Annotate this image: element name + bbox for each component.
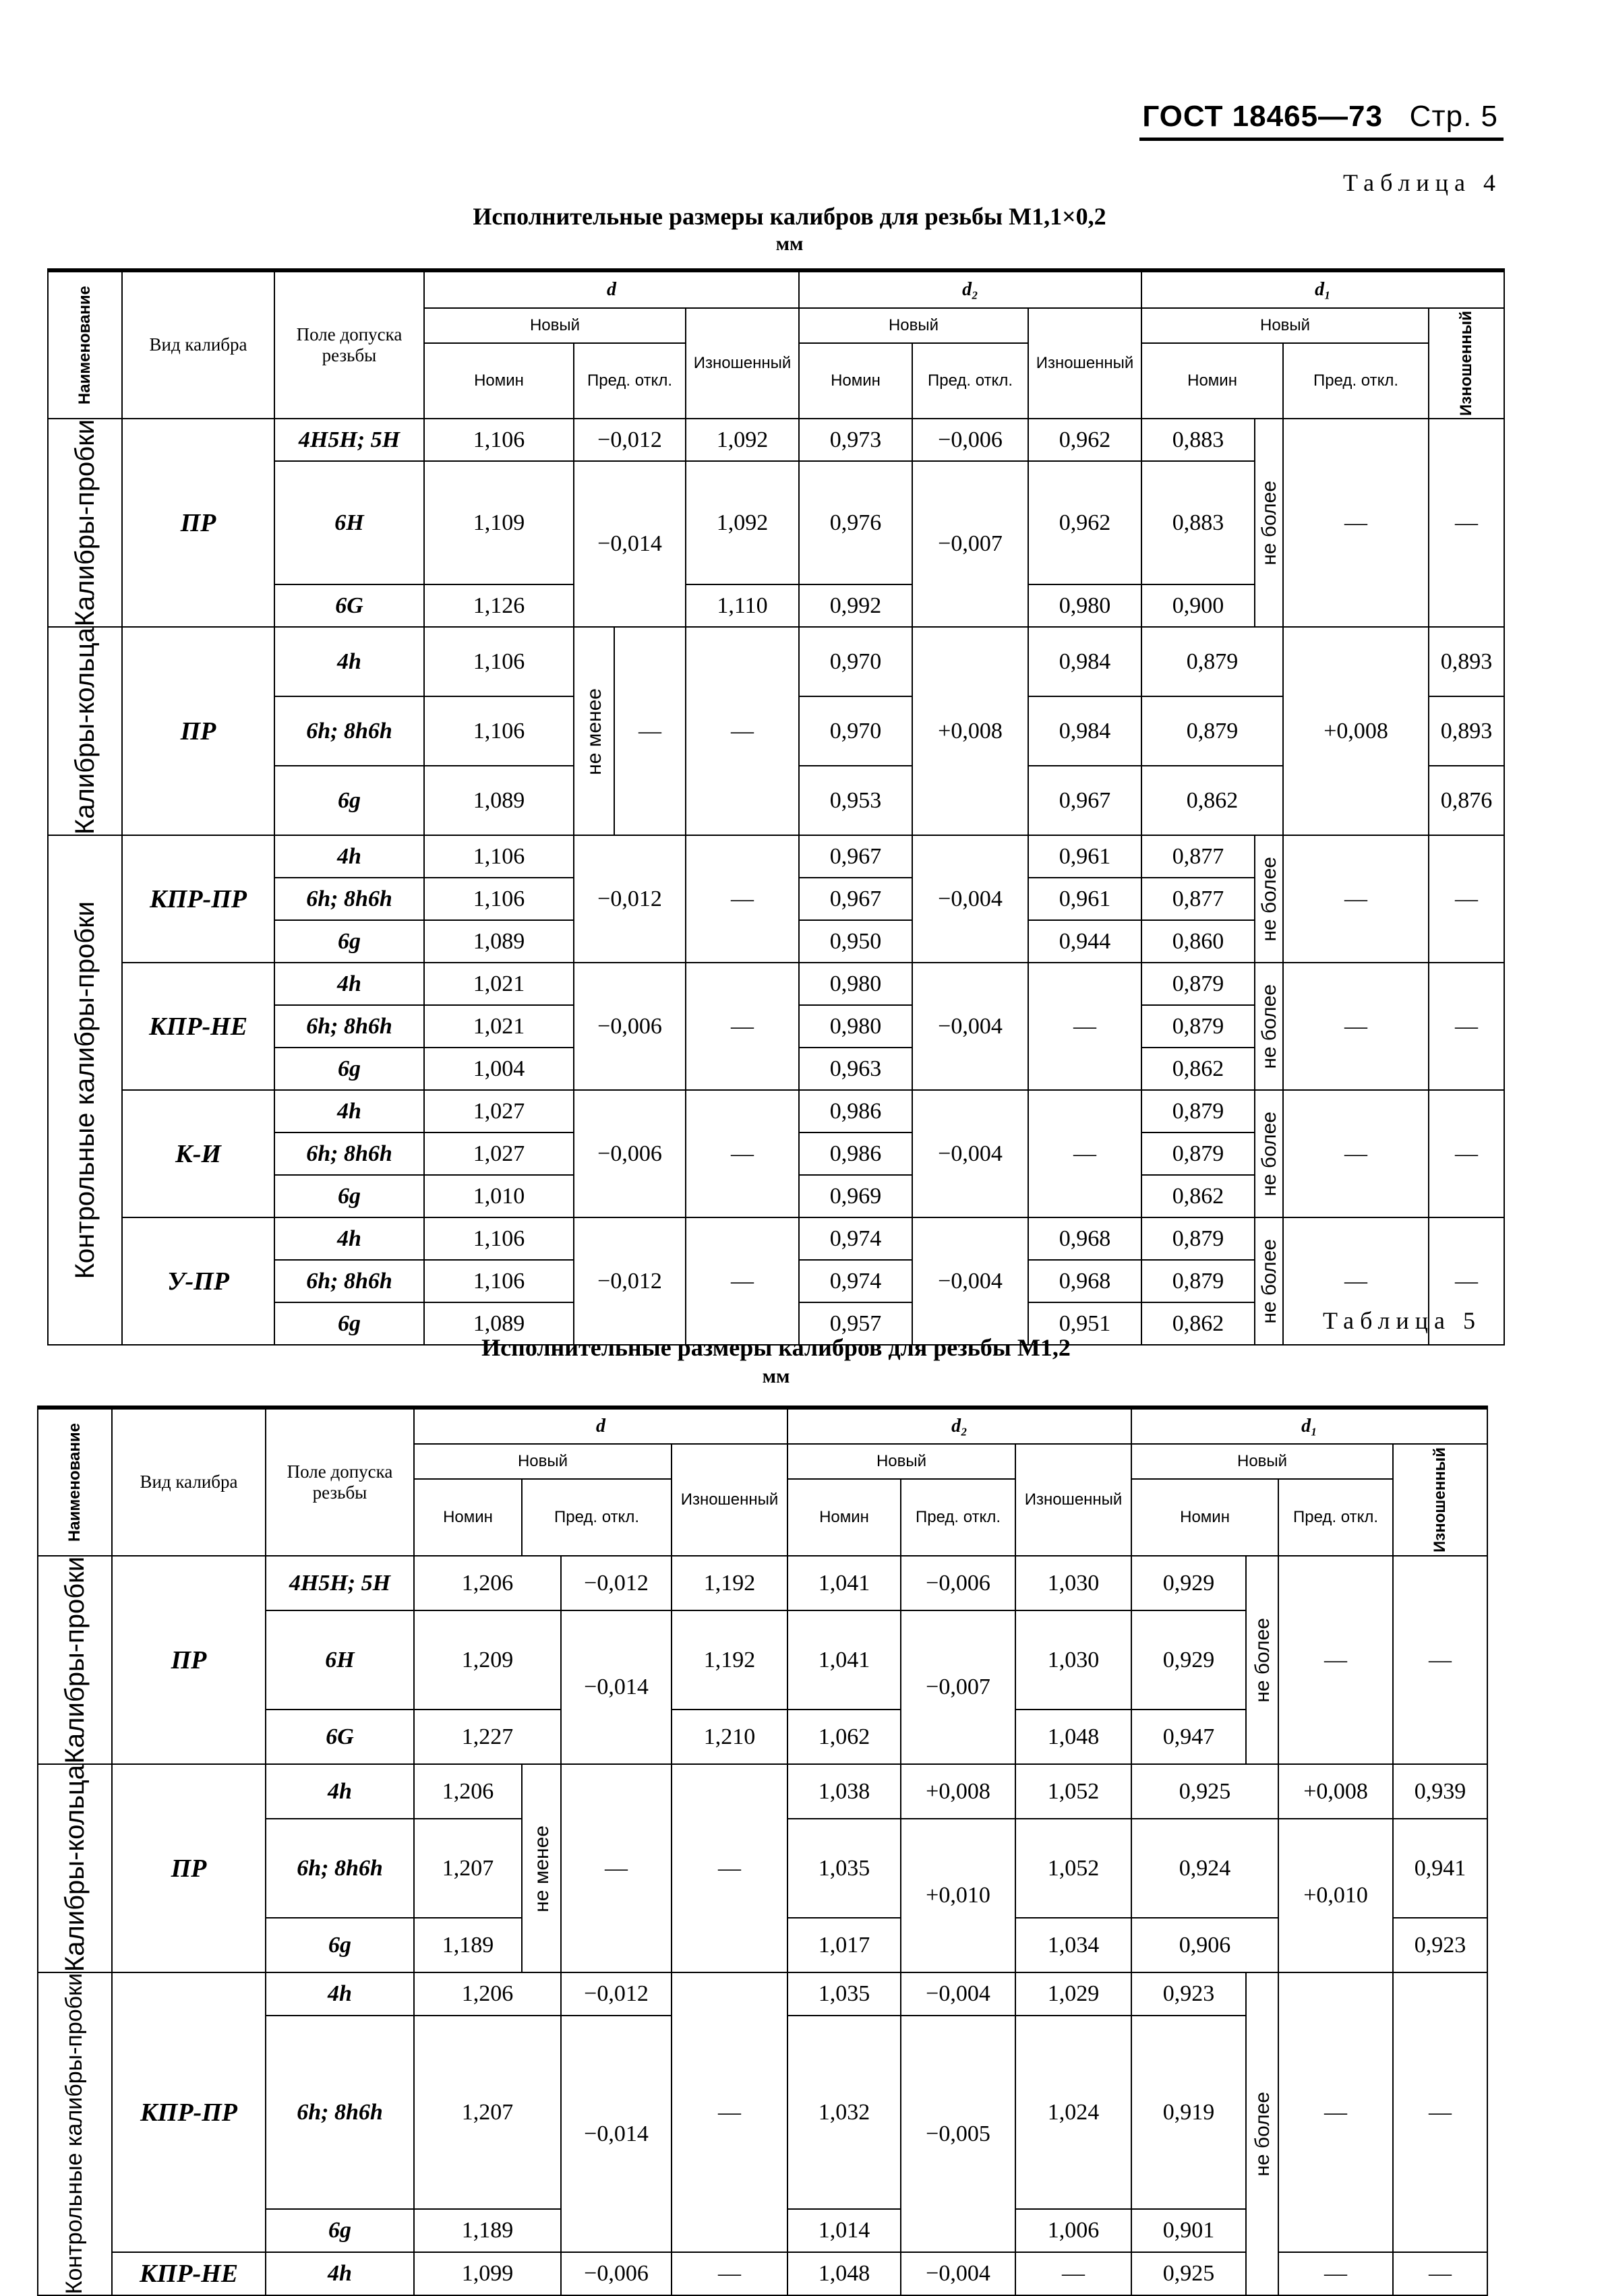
header-d1-novyi: Новый [1131,1444,1393,1479]
d1-ne-bolee: не более [1246,1556,1278,1764]
table-row [48,1217,1504,1260]
d-pred-cell: — [614,627,686,835]
d-nom-cell: 1,207 [414,1819,522,1918]
kind-cell: ПР [122,419,274,627]
d2-nom-cell: 0,957 [799,1302,912,1345]
field-cell: 4h [274,1090,424,1132]
d1-pred-cell: — [1283,1090,1429,1217]
header-vid: Вид калибра [112,1408,266,1556]
d-nom-cell: 1,126 [424,584,574,627]
d-pred-cell: −0,006 [574,963,686,1090]
d1-nom-cell: 0,900 [1141,584,1255,627]
field-cell: 4h [274,963,424,1005]
d-pred-cell: −0,014 [561,2016,672,2252]
field-cell: 6Н [266,1610,414,1710]
d-nom-cell: 1,106 [424,419,574,461]
d-izn-cell: — [672,1764,787,1972]
d2-izn-cell: 0,961 [1028,878,1141,920]
d-pred-cell: −0,012 [574,1217,686,1345]
header-naim: Наименование [38,1408,112,1556]
header-d2-novyi: Новый [799,308,1028,343]
d1-nom-cell: 0,925 [1131,2252,1246,2295]
header-d2-iznosh: Изношенный [1028,308,1141,419]
d-pred-cell: −0,006 [561,2252,672,2295]
d2-pred-cell: +0,010 [901,1819,1015,1972]
d-nom-cell: 1,010 [424,1175,574,1217]
field-cell: 6g [274,766,424,835]
d-izn-cell: 1,210 [672,1710,787,1764]
d-izn-cell: — [686,627,799,835]
d-izn-cell: 1,092 [686,461,799,584]
d2-izn-cell: 0,962 [1028,461,1141,584]
header-d1: d₁ [1131,1408,1487,1444]
d-nom-cell: 1,099 [414,2252,561,2295]
d2-izn-cell: 0,951 [1028,1302,1141,1345]
d1-ne-bolee: не более [1255,1217,1283,1345]
d-nom-cell: 1,227 [414,1710,561,1764]
d1-ne-bolee: не более [1255,963,1283,1090]
d-nom-cell: 1,206 [414,1972,561,2016]
d2-izn-cell: 0,984 [1028,627,1141,696]
d2-izn-cell: 0,968 [1028,1217,1141,1260]
d-nom-cell: 1,209 [414,1610,561,1710]
header-d-novyi: Новый [424,308,686,343]
field-cell: 6h; 8h6h [274,1260,424,1302]
field-cell: 6h; 8h6h [274,878,424,920]
field-cell: 6h; 8h6h [274,1132,424,1175]
d-nom-cell: 1,004 [424,1048,574,1090]
d-izn-cell: 1,110 [686,584,799,627]
d1-izn-cell: 0,893 [1429,627,1504,696]
d-nom-cell: 1,206 [414,1556,561,1610]
d2-nom-cell: 0,969 [799,1175,912,1217]
d1-nom-cell: 0,879 [1141,1090,1255,1132]
d-pred-cell: −0,012 [561,1556,672,1610]
d-nom-cell: 1,089 [424,920,574,963]
d-izn-cell: 1,192 [672,1556,787,1610]
table-5 [37,1406,1488,2296]
d1-pred-cell: — [1278,1972,1393,2252]
d1-izn-cell: 0,941 [1393,1819,1487,1918]
kind-cell: КПР-НЕ [112,2252,266,2295]
d2-izn-cell: 0,984 [1028,696,1141,766]
d-pred-cell: −0,012 [574,835,686,963]
table-row [48,963,1504,1005]
d1-nom-cell: 0,879 [1141,627,1283,696]
d1-pred-cell: — [1283,835,1429,963]
d2-nom-cell: 0,986 [799,1090,912,1132]
kind-cell: К-И [122,1090,274,1217]
group-probki: Калибры-пробки [38,1556,112,1764]
d1-nom-cell: 0,860 [1141,920,1255,963]
table-row [48,835,1504,878]
page-header [1142,100,1498,133]
d1-izn-cell: — [1393,2252,1487,2295]
field-cell: 6G [266,1710,414,1764]
header-d2-nomin: Номин [799,343,912,419]
d1-ne-bolee: не более [1246,1972,1278,2295]
d2-nom-cell: 0,950 [799,920,912,963]
d-izn-cell: — [672,1972,787,2252]
d2-pred-cell: −0,007 [901,1610,1015,1764]
d1-pred-cell: +0,008 [1283,627,1429,835]
table-row [48,1090,1504,1132]
field-cell: 4h [274,1217,424,1260]
d2-izn-cell: 0,961 [1028,835,1141,878]
d1-nom-cell: 0,877 [1141,878,1255,920]
d1-nom-cell: 0,919 [1131,2016,1246,2208]
d-nom-cell: 1,189 [414,2209,561,2252]
d2-pred-cell: −0,004 [912,1090,1028,1217]
d1-nom-cell: 0,879 [1141,696,1283,766]
d-pred-cell: −0,014 [561,1610,672,1764]
d2-nom-cell: 0,980 [799,963,912,1005]
d2-nom-cell: 1,035 [787,1972,901,2016]
d-izn-cell: — [686,835,799,963]
d-nom-cell: 1,027 [424,1132,574,1175]
d2-nom-cell: 0,980 [799,1005,912,1048]
header-d1: d₁ [1141,270,1504,308]
field-cell: 4Н5Н; 5Н [266,1556,414,1610]
d-pred-cell: −0,006 [574,1090,686,1217]
d2-izn-cell: 0,967 [1028,766,1141,835]
field-cell: 4Н5Н; 5Н [274,419,424,461]
d2-nom-cell: 1,048 [787,2252,901,2295]
kind-cell: У-ПР [122,1217,274,1345]
d2-izn-cell: 0,968 [1028,1260,1141,1302]
d1-izn-cell: 0,923 [1393,1918,1487,1972]
header-naim: Наименование [48,270,122,419]
header-d-novyi: Новый [414,1444,672,1479]
d1-nom-cell: 0,879 [1141,1005,1255,1048]
field-cell: 6h; 8h6h [266,1819,414,1918]
d1-izn-cell: — [1393,1972,1487,2252]
d2-pred-cell: −0,006 [901,1556,1015,1610]
group-probki: Калибры-пробки [48,419,122,627]
header-d2-pred: Пред. откл. [912,343,1028,419]
d-izn-cell: — [686,963,799,1090]
group-koltsa: Калибры-кольца [48,627,122,835]
d-nom-cell: 1,106 [424,1260,574,1302]
d-nom-cell: 1,021 [424,1005,574,1048]
field-cell: 6g [266,1918,414,1972]
d2-pred-cell: −0,005 [901,2016,1015,2252]
field-cell: 4h [266,1972,414,2016]
d2-nom-cell: 1,041 [787,1556,901,1610]
d2-pred-cell: −0,004 [912,835,1028,963]
d1-pred-cell: +0,010 [1278,1819,1393,1972]
d1-nom-cell: 0,925 [1131,1764,1278,1819]
header-d-iznosh: Изношенный [672,1444,787,1556]
header-d: d [414,1408,787,1444]
d1-izn-cell: 0,876 [1429,766,1504,835]
header-d1-iznosh: Изношенный [1429,308,1504,419]
d2-nom-cell: 0,986 [799,1132,912,1175]
table4-unit: мм [775,233,804,255]
field-cell: 4h [266,1764,414,1819]
d2-pred-cell: +0,008 [901,1764,1015,1819]
table4-label: Таблица 4 [1343,169,1501,196]
table4-title: Исполнительные размеры калибров для резьбы М1,1×0,2 [473,203,1106,230]
kind-cell: КПР-ПР [122,835,274,963]
table-row [38,1764,1487,1819]
table-row [48,627,1504,696]
d2-nom-cell: 1,041 [787,1610,901,1710]
d1-nom-cell: 0,883 [1141,419,1255,461]
d-nom-cell: 1,106 [424,835,574,878]
table-4 [47,268,1505,1346]
d2-nom-cell: 1,062 [787,1710,901,1764]
gost-number: ГОСТ 18465—73 [1142,100,1383,133]
d1-izn-cell: 0,939 [1393,1764,1487,1819]
d1-izn-cell: 0,893 [1429,696,1504,766]
header-rule [1139,138,1504,141]
d1-pred-cell: — [1283,1217,1429,1345]
page-number: Стр. 5 [1409,100,1498,133]
d1-nom-cell: 0,901 [1131,2209,1246,2252]
header-d-pred: Пред. откл. [574,343,686,419]
d-nom-cell: 1,109 [424,461,574,584]
d1-nom-cell: 0,906 [1131,1918,1278,1972]
kind-cell: ПР [122,627,274,835]
d1-pred-cell: — [1278,2252,1393,2295]
d-izn-cell: — [686,1090,799,1217]
d1-izn-cell: — [1429,1217,1504,1345]
d2-nom-cell: 1,038 [787,1764,901,1819]
header-d1-iznosh: Изношенный [1393,1444,1487,1556]
d2-izn-cell: 1,006 [1015,2209,1131,2252]
d2-izn-cell: 1,030 [1015,1610,1131,1710]
header-d1-nomin: Номин [1131,1479,1278,1556]
d2-izn-cell: 1,034 [1015,1918,1131,1972]
d2-izn-cell: 1,024 [1015,2016,1131,2208]
d-ne-menee: не менее [522,1764,561,1972]
d1-nom-cell: 0,879 [1141,1132,1255,1175]
kind-cell: ПР [112,1556,266,1764]
d-nom-cell: 1,206 [414,1764,522,1819]
header-d1-nomin: Номин [1141,343,1283,419]
header-d-pred: Пред. откл. [522,1479,672,1556]
d1-nom-cell: 0,862 [1141,1175,1255,1217]
table5-title: Исполнительные размеры калибров для резьбы М1,2 [481,1334,1071,1361]
header-d1-pred: Пред. откл. [1283,343,1429,419]
d2-pred-cell: −0,004 [912,963,1028,1090]
d1-nom-cell: 0,947 [1131,1710,1246,1764]
d2-nom-cell: 0,967 [799,878,912,920]
d1-izn-cell: — [1429,1090,1504,1217]
d1-nom-cell: 0,924 [1131,1819,1278,1918]
field-cell: 6Н [274,461,424,584]
field-cell: 6g [266,2209,414,2252]
d2-nom-cell: 0,973 [799,419,912,461]
d1-pred-cell: +0,008 [1278,1764,1393,1819]
d-pred-cell: −0,014 [574,461,686,627]
d-nom-cell: 1,089 [424,1302,574,1345]
d2-nom-cell: 0,953 [799,766,912,835]
header-d1-novyi: Новый [1141,308,1429,343]
d-nom-cell: 1,106 [424,878,574,920]
d2-pred-cell: −0,006 [912,419,1028,461]
header-d2-pred: Пред. откл. [901,1479,1015,1556]
field-cell: 6g [274,1302,424,1345]
d2-nom-cell: 0,963 [799,1048,912,1090]
d1-nom-cell: 0,923 [1131,1972,1246,2016]
d1-nom-cell: 0,929 [1131,1610,1246,1710]
d-izn-cell: 1,092 [686,419,799,461]
d1-nom-cell: 0,879 [1141,963,1255,1005]
d-pred-cell: −0,012 [574,419,686,461]
d2-nom-cell: 1,035 [787,1819,901,1918]
kind-cell: ПР [112,1764,266,1972]
d1-izn-cell: — [1393,1556,1487,1764]
header-d-iznosh: Изношенный [686,308,799,419]
d1-nom-cell: 0,877 [1141,835,1255,878]
d1-izn-cell: — [1429,963,1504,1090]
field-cell: 6h; 8h6h [274,1005,424,1048]
d1-nom-cell: 0,862 [1141,1302,1255,1345]
d-izn-cell: — [672,2252,787,2295]
d1-nom-cell: 0,883 [1141,461,1255,584]
d1-pred-cell: — [1283,419,1429,627]
d-nom-cell: 1,207 [414,2016,561,2208]
d2-nom-cell: 1,032 [787,2016,901,2208]
d1-ne-bolee: не более [1255,419,1283,627]
field-cell: 6g [274,1048,424,1090]
d2-pred-cell: −0,004 [901,2252,1015,2295]
d2-nom-cell: 0,976 [799,461,912,584]
d-nom-cell: 1,106 [424,627,574,696]
field-cell: 6h; 8h6h [266,2016,414,2208]
d-ne-menee: не менее [574,627,614,835]
header-pole: Поле допуска резьбы [266,1408,414,1556]
field-cell: 6g [274,1175,424,1217]
header-d2-iznosh: Изношенный [1015,1444,1131,1556]
header-vid: Вид калибра [122,270,274,419]
d1-nom-cell: 0,879 [1141,1217,1255,1260]
d-izn-cell: — [686,1217,799,1345]
header-d-nomin: Номин [424,343,574,419]
d1-nom-cell: 0,862 [1141,1048,1255,1090]
d1-nom-cell: 0,929 [1131,1556,1246,1610]
header-d: d [424,270,799,308]
table-row [38,1556,1487,1610]
d2-izn-cell: — [1015,2252,1131,2295]
d2-izn-cell: 1,052 [1015,1819,1131,1918]
d2-nom-cell: 0,970 [799,696,912,766]
group-kontr: Контрольные калибры-пробки [48,835,122,1345]
d2-pred-cell: −0,007 [912,461,1028,627]
d-pred-cell: −0,012 [561,1972,672,2016]
d2-izn-cell: 0,962 [1028,419,1141,461]
header-d2: d₂ [799,270,1141,308]
d-nom-cell: 1,027 [424,1090,574,1132]
d1-pred-cell: — [1278,1556,1393,1764]
table-row [38,1972,1487,2016]
d2-izn-cell: — [1028,963,1141,1090]
d-nom-cell: 1,189 [414,1918,522,1972]
d1-izn-cell: — [1429,835,1504,963]
d2-nom-cell: 1,014 [787,2209,901,2252]
group-kontr: Контрольные калибры-пробки [38,1972,112,2295]
d-nom-cell: 1,106 [424,696,574,766]
d-izn-cell: 1,192 [672,1610,787,1710]
d2-nom-cell: 0,970 [799,627,912,696]
d-nom-cell: 1,089 [424,766,574,835]
table5-label: Таблица 5 [1323,1307,1481,1334]
d-nom-cell: 1,021 [424,963,574,1005]
d1-nom-cell: 0,879 [1141,1260,1255,1302]
d2-izn-cell: 1,052 [1015,1764,1131,1819]
d2-nom-cell: 0,974 [799,1260,912,1302]
d2-nom-cell: 1,017 [787,1918,901,1972]
d2-izn-cell: 0,944 [1028,920,1141,963]
header-pole: Поле допуска резьбы [274,270,424,419]
d1-ne-bolee: не более [1255,835,1283,963]
d-nom-cell: 1,106 [424,1217,574,1260]
table-row [48,419,1504,461]
d2-pred-cell: −0,004 [912,1217,1028,1345]
group-koltsa: Калибры-кольца [38,1764,112,1972]
header-d2-nomin: Номин [787,1479,901,1556]
table5-unit: мм [762,1365,790,1387]
d2-izn-cell: 1,029 [1015,1972,1131,2016]
d1-pred-cell: — [1283,963,1429,1090]
field-cell: 6G [274,584,424,627]
field-cell: 4h [274,627,424,696]
kind-cell: КПР-ПР [112,1972,266,2252]
field-cell: 6h; 8h6h [274,696,424,766]
d2-nom-cell: 0,967 [799,835,912,878]
d2-nom-cell: 0,974 [799,1217,912,1260]
header-d2: d₂ [787,1408,1131,1444]
d-pred-cell: — [561,1764,672,1972]
d1-izn-cell: — [1429,419,1504,627]
d1-ne-bolee: не более [1255,1090,1283,1217]
d2-pred-cell: −0,004 [901,1972,1015,2016]
field-cell: 4h [274,835,424,878]
d2-pred-cell: +0,008 [912,627,1028,835]
field-cell: 6g [274,920,424,963]
d2-izn-cell: 1,030 [1015,1556,1131,1610]
d2-izn-cell: 1,048 [1015,1710,1131,1764]
d2-izn-cell: 0,980 [1028,584,1141,627]
field-cell: 4h [266,2252,414,2295]
d2-nom-cell: 0,992 [799,584,912,627]
kind-cell: КПР-НЕ [122,963,274,1090]
header-d2-novyi: Новый [787,1444,1015,1479]
header-d1-pred: Пред. откл. [1278,1479,1393,1556]
header-d-nomin: Номин [414,1479,522,1556]
d2-izn-cell: — [1028,1090,1141,1217]
d1-nom-cell: 0,862 [1141,766,1283,835]
